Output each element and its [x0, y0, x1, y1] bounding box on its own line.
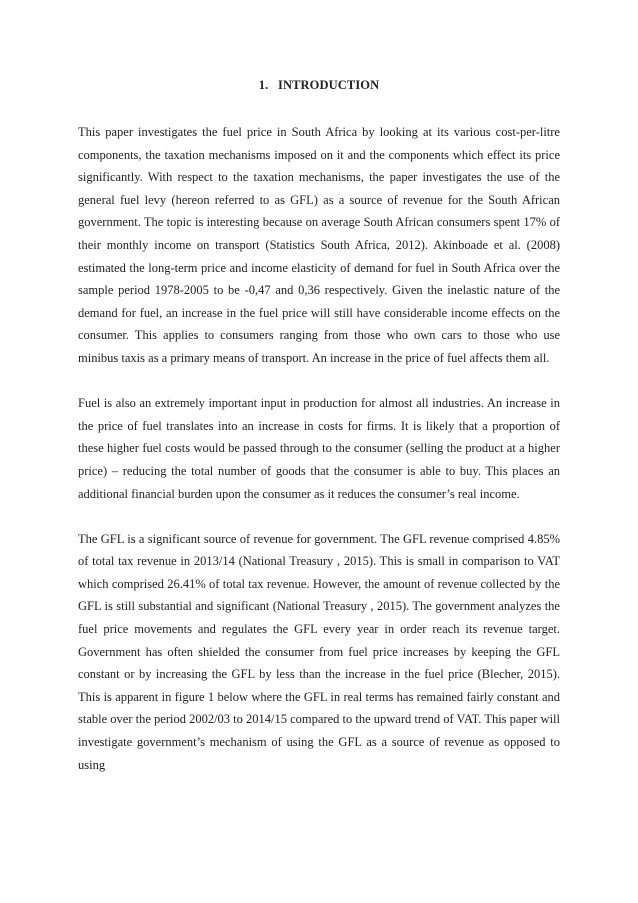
body-text: [78, 121, 560, 776]
section-number: 1.: [258, 78, 269, 92]
section-title: INTRODUCTION: [278, 78, 380, 92]
section-heading: [0, 78, 638, 93]
paragraph-1: This paper investigates the fuel price in South Africa by looking at its various cost-per-litre components, the taxation mechanisms imposed on it and the components which effect its price significantly. With respect to the taxation mechanisms, the paper investigates the use of the general fuel levy (hereon referred to as GFL) as a source of revenue for the South African government. The topic is interesting because on average South African consumers spent 17% of their monthly income on transport (Statistics South Africa, 2012). Akinboade et al. (2008) estimated the long-term price and income elasticity of demand for fuel in South Africa over the sample period 1978-2005 to be -0,47 and 0,36 respectively. Given the inelastic nature of the demand for fuel, an increase in the fuel price will still have considerable income effects on the consumer. This applies to consumers ranging from those who own cars to those who use minibus taxis as a primary means of transport. An increase in the price of fuel affects them all.: [78, 125, 560, 365]
paragraph-2: Fuel is also an extremely important input in production for almost all industries. An increase in the price of fuel translates into an increase in costs for firms. It is likely that a proportion of these higher fuel costs would be passed through to the consumer (selling the product at a higher price) – reducing the total number of goods that the consumer is able to buy. This places an additional financial burden upon the consumer as it reduces the consumer’s real income.: [78, 396, 560, 501]
paragraph-3: The GFL is a significant source of revenue for government. The GFL revenue comprised 4.85% of total tax revenue in 2013/14 (National Treasury , 2015). This is small in comparison to VAT which comprised 26.41% of total tax revenue. However, the amount of revenue collected by the GFL is still substantial and significant (National Treasury , 2015). The government analyzes the fuel price movements and regulates the GFL every year in order reach its revenue target. Government has often shielded the consumer from fuel price increases by keeping the GFL constant or by increasing the GFL by less than the increase in the fuel price (Blecher, 2015). This is apparent in figure 1 below where the GFL in real terms has remained fairly constant and stable over the period 2002/03 to 2014/15 compared to the upward trend of VAT. This paper will investigate government’s mechanism of using the GFL as a source of revenue as opposed to using: [78, 531, 560, 772]
